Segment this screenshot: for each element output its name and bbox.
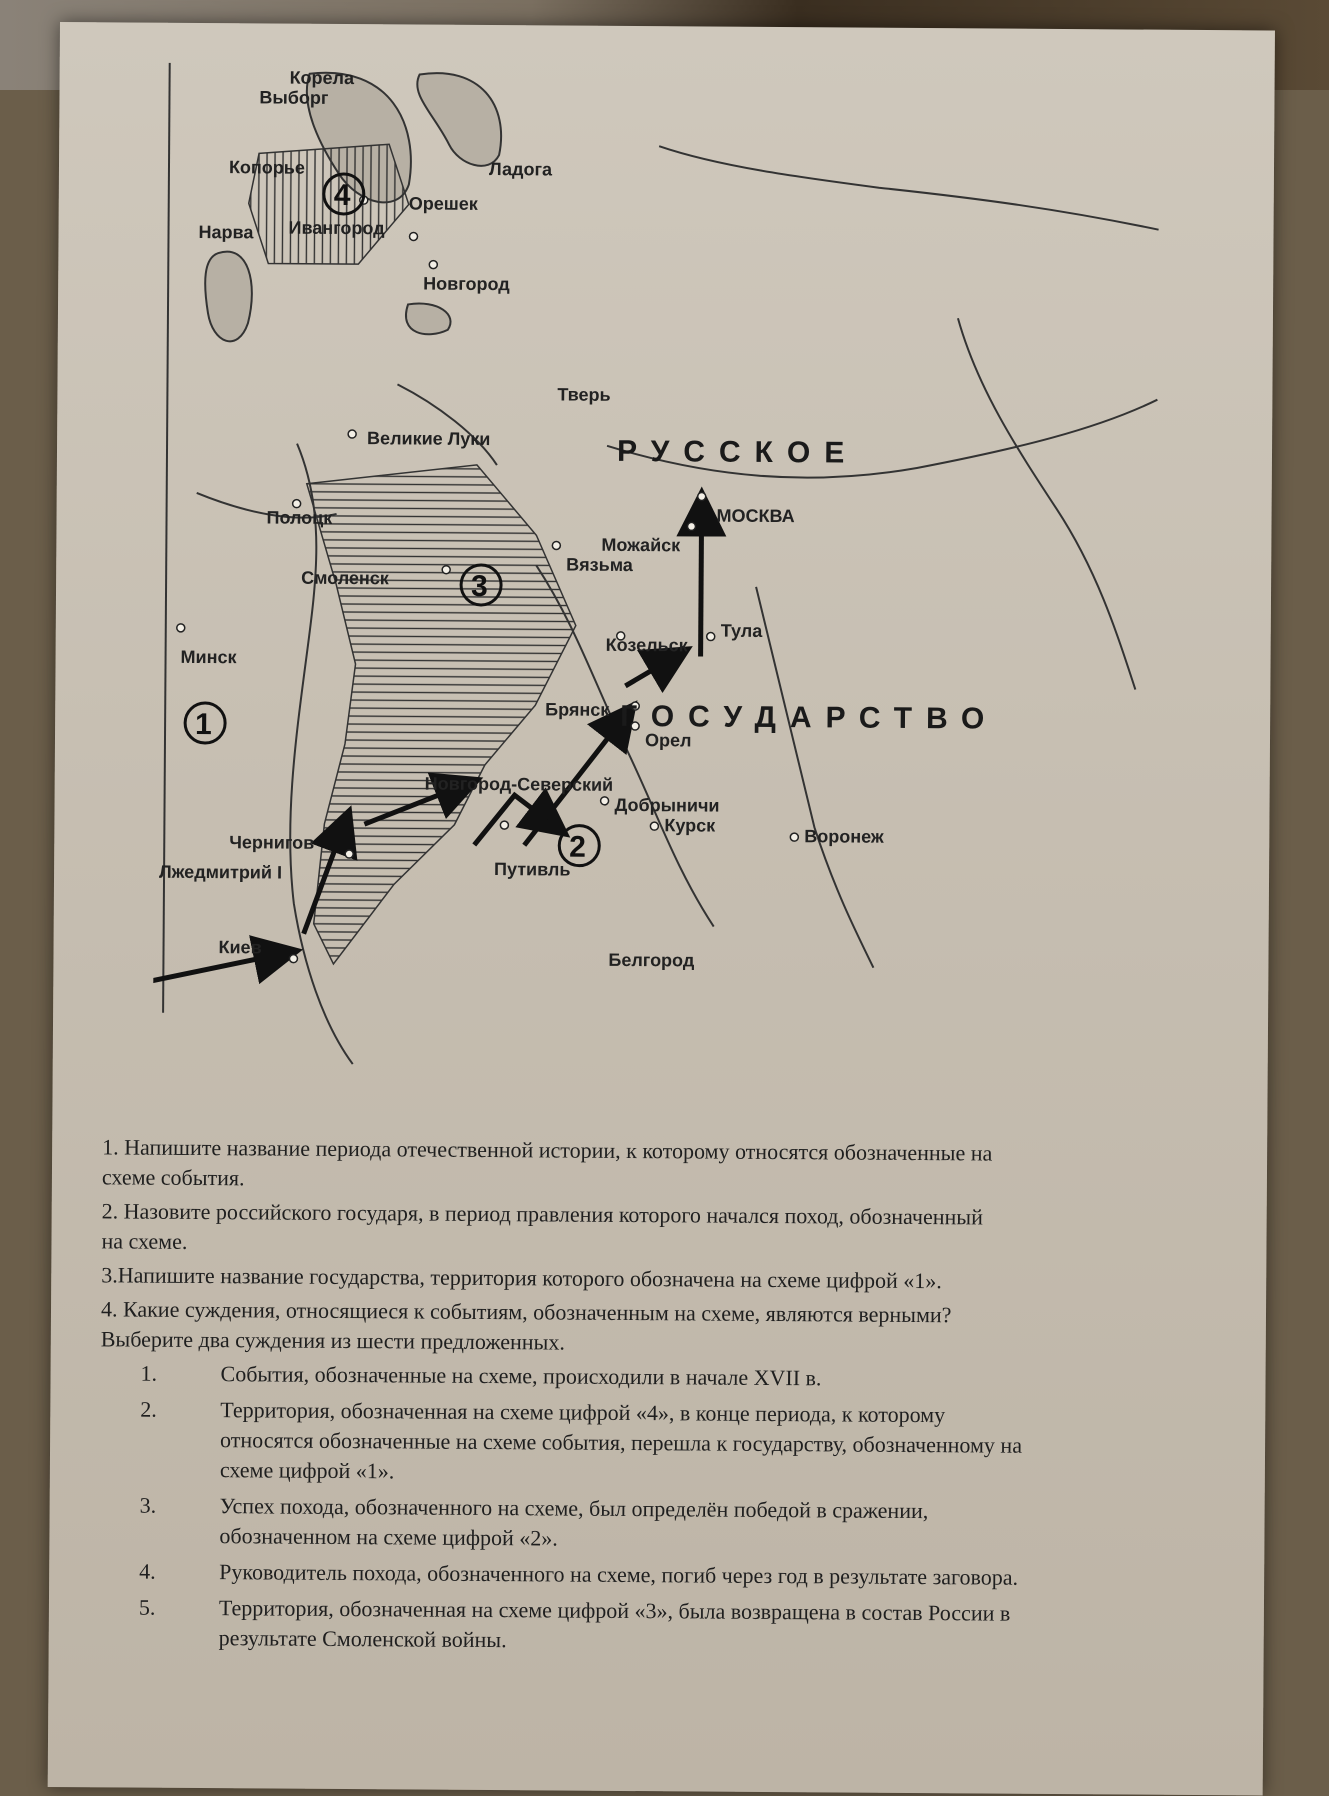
city-voronezh: Воронеж [804, 826, 884, 847]
question-3: 3.Напишите название государства, территория которого обозначена на схеме цифрой «1». [101, 1262, 942, 1294]
city-tver: Тверь [557, 384, 611, 405]
city-polotsk: Полоцк [266, 507, 333, 528]
campaign-arrow-1 [152, 953, 283, 984]
city-orel: Орел [644, 730, 692, 751]
marker-2 [559, 826, 599, 866]
option-5: 5. Территория, обозначенная на схеме цифрой «3», была возвращена в состав России в результате Смоленской войны. [138, 1594, 1011, 1653]
city-novgorod: Новгород [423, 273, 510, 295]
city-tula: Тула [720, 620, 763, 641]
city-oreshek: Орешек [408, 193, 478, 214]
city-ivangorod: Ивангород [288, 217, 385, 239]
worksheet-page [48, 22, 1275, 1795]
city-dobrynichi: Добрыничи [614, 794, 720, 816]
svg-text:4: 4 [333, 178, 351, 213]
city-mozhaisk: Можайск [601, 534, 681, 556]
map-svg [152, 63, 1259, 1141]
questions-block [99, 1132, 1283, 1666]
city-chernigov: Чернигов [229, 832, 315, 853]
city-putivl: Путивль [494, 859, 571, 880]
city-korela: Корела [289, 67, 355, 89]
city-kozelsk: Козельск [605, 634, 688, 656]
city-kopore: Копорье [228, 157, 305, 178]
river-volga [955, 318, 1138, 689]
city-smolensk: Смоленск [301, 567, 389, 589]
lake-onega [417, 73, 502, 166]
river-lovat [397, 384, 498, 465]
svg-text:3: 3 [470, 569, 488, 603]
river-volga-upper [659, 146, 1160, 229]
city-lzhedmitry: Лжедмитрий I [159, 861, 283, 883]
city-moskva: МОСКВА [716, 505, 795, 527]
lake-peipus [205, 251, 252, 341]
option-3: 3. Успех похода, обозначенного на схеме, был определён победой в сражении, обозначенном на схеме цифрой «2». [139, 1492, 929, 1551]
city-velikie-luki: Великие Луки [367, 428, 491, 450]
city-minsk: Минск [180, 646, 237, 668]
city-narva: Нарва [198, 221, 254, 243]
question-2: 2. Назовите российского государя, в период правления которого начался поход, обозначенный на схеме. [101, 1198, 984, 1254]
city-kursk: Курск [664, 815, 716, 836]
city-bryansk: Брянск [545, 699, 610, 720]
territory-3 [303, 464, 576, 966]
river-don [753, 587, 876, 968]
city-novgorod-seversky: Новгород-Северский [424, 773, 614, 795]
city-vyborg: Выборг [259, 87, 329, 108]
option-1: 1. События, обозначенные на схеме, происходили в начале XVII в. [140, 1360, 822, 1391]
campaign-arrow-6 [625, 656, 675, 686]
option-4: 4. Руководитель похода, обозначенного на схеме, погиб через год в результате заговора. [139, 1558, 1019, 1590]
city-vyazma: Вязьма [566, 554, 633, 576]
campaign-arrow-7 [701, 506, 702, 656]
marker-1 [185, 703, 225, 743]
svg-text:1: 1 [194, 707, 212, 742]
city-belgorod: Белгород [608, 949, 695, 971]
question-1: 1. Напишите название периода отечественной истории, к которому относятся обозначенные на схеме события. [101, 1134, 993, 1191]
option-2: 2. Территория, обозначенная на схеме цифрой «4», в конце периода, к которому относятся обозначенные на схеме события, перешла к государству, обозначенному на схеме цифрой «1». [140, 1396, 1023, 1484]
label-gosudarstvo: ГОСУДАРСТВО [620, 699, 999, 736]
city-ladoga: Ладога [488, 158, 553, 180]
historical-map [152, 63, 1259, 1141]
answer-options [99, 1358, 1281, 1660]
question-4: 4. Какие суждения, относящиеся к событиям, обозначенным на схеме, являются верными? Выберите два суждения из шести предложенных. [100, 1296, 952, 1355]
svg-text:2: 2 [569, 830, 587, 864]
label-russkoe: РУССКОЕ [616, 434, 859, 470]
city-kiev: Киев [218, 937, 262, 958]
lake-ilmen [406, 303, 451, 334]
